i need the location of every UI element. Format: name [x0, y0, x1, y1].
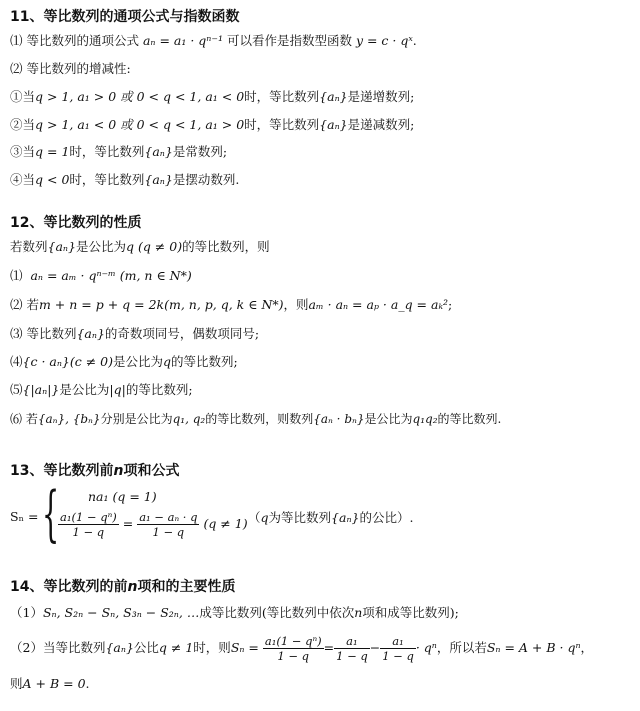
formula: {aₙ} [144, 172, 173, 187]
formula: (q ≠ 1) [203, 516, 248, 531]
text: 项和公式 [123, 463, 180, 479]
denominator: 1 − q [382, 649, 414, 663]
numerator: a₁ [334, 634, 370, 649]
text: （2）当等比数列 [10, 640, 106, 655]
text: 若数列 [10, 239, 48, 254]
text: （1） [10, 605, 43, 620]
text: ④当 [10, 172, 36, 187]
formula: Sₙ, S₂ₙ − Sₙ, S₃ₙ − S₂ₙ, … [42, 605, 200, 620]
formula: aₙ = a₁ · qⁿ⁻¹ [142, 33, 223, 48]
s12-intro [10, 238, 270, 256]
formula: A + B = 0 [22, 676, 86, 691]
text: 是公比为 [364, 412, 413, 426]
section-11-title: 11、等比数列的通项公式与指数函数 [10, 9, 240, 25]
text: ①当 [10, 89, 36, 104]
section-13-title [10, 460, 179, 480]
text: 的公比）. [359, 510, 414, 525]
numerator: a₁ [380, 634, 416, 649]
text: 则 [10, 676, 23, 691]
text: ⑵ 若 [10, 297, 39, 312]
text: 成等比数列(等比数列中依次 [199, 605, 355, 620]
text: 是公比为 [113, 354, 164, 369]
formula: Sₙ = [230, 640, 259, 655]
text: 的等比数列，则 [182, 239, 270, 254]
denominator: 1 − q [72, 525, 105, 539]
text: ⑸ [10, 382, 23, 397]
formula: na₁ (q = 1) [88, 489, 157, 504]
s11-line-1 [10, 32, 417, 50]
formula: q₁, q₂ [172, 412, 206, 426]
s11-case-4 [10, 171, 239, 189]
denominator: 1 − q [152, 525, 185, 539]
text: 的等比数列. [437, 412, 502, 426]
numerator: a₁(1 − qⁿ) [264, 634, 322, 648]
equals: = [323, 640, 335, 655]
formula: q [260, 510, 269, 525]
s12-prop-1 [10, 267, 192, 285]
formula: |q| [109, 382, 126, 397]
s11-case-2 [10, 116, 414, 134]
formula: y = c · qˣ [355, 33, 413, 48]
formula: q > 1, a₁ < 0 或 0 < q < 1, a₁ > 0 [35, 117, 245, 132]
s12-prop-5 [10, 381, 193, 399]
s12-prop-2 [10, 296, 452, 314]
text: ， [580, 640, 594, 655]
denominator: 1 − q [336, 649, 368, 663]
numerator: a₁(1 − qⁿ) [60, 510, 117, 524]
brace: { [42, 479, 60, 549]
minus: − [369, 640, 381, 655]
text: 是摆动数列. [172, 172, 240, 187]
formula: {aₙ} [319, 89, 348, 104]
text: 14、等比数列的前 [10, 579, 128, 595]
text: ⑹ 若 [10, 412, 38, 426]
formula: q < 0 [35, 172, 70, 187]
numerator: a₁ − aₙ · q [139, 510, 198, 524]
formula: n [127, 579, 138, 595]
s12-prop-6 [10, 410, 501, 428]
formula: Sₙ = A + B · qⁿ [486, 640, 581, 655]
text: 项和成等比数列); [362, 605, 459, 620]
text: 为等比数列 [268, 510, 332, 525]
equals: = [122, 516, 134, 531]
text: 的等比数列; [171, 354, 238, 369]
formula: {aₙ} [47, 239, 76, 254]
formula: q = 1 [35, 144, 70, 159]
formula: q [163, 354, 172, 369]
text: ③当 [10, 144, 36, 159]
section-12-title: 12、等比数列的性质 [10, 215, 142, 231]
formula: {aₙ} [319, 117, 348, 132]
text: 分别是公比为 [100, 412, 173, 426]
text: 是递增数列; [347, 89, 415, 104]
fraction [137, 510, 199, 539]
s14-line-2 [10, 634, 593, 663]
s13-lhs: Sₙ = [10, 509, 39, 524]
s14-line-3 [10, 675, 90, 693]
text: （ [248, 510, 261, 525]
formula: aₘ · aₙ = aₚ · a_q = aₖ² [308, 297, 449, 312]
s12-prop-3 [10, 325, 259, 343]
text: 公比 [133, 640, 159, 655]
formula: n [113, 463, 124, 479]
section-14-title [10, 576, 235, 596]
s13-case-1 [88, 488, 157, 506]
text: ，所以若 [436, 640, 487, 655]
formula: {aₙ} [105, 640, 134, 655]
formula: {aₙ} [76, 326, 105, 341]
formula: q > 1, a₁ > 0 或 0 < q < 1, a₁ < 0 [35, 89, 245, 104]
s13-case-2 [58, 510, 248, 539]
formula: {aₙ} [331, 510, 360, 525]
fraction [334, 634, 370, 663]
formula: aₙ = aₘ · qⁿ⁻ᵐ (m, n ∈ N*) [30, 268, 192, 283]
s12-prop-4 [10, 353, 238, 371]
text: 的等比数列，则数列 [205, 412, 314, 426]
text: 时，等比数列 [69, 144, 145, 159]
formula: {aₙ · bₙ} [313, 412, 365, 426]
formula: q (q ≠ 0) [125, 239, 183, 254]
text: 时，则 [193, 640, 231, 655]
formula: {c · aₙ}(c ≠ 0) [22, 354, 113, 369]
fraction [263, 634, 324, 663]
formula: q ≠ 1 [158, 640, 194, 655]
text: 的奇数项同号，偶数项同号; [104, 326, 260, 341]
formula: {aₙ} [144, 144, 173, 159]
fraction [58, 510, 119, 539]
text: 13、等比数列前 [10, 463, 114, 479]
denominator: 1 − q [277, 649, 310, 663]
text: ⑴ [10, 268, 23, 283]
formula: q₁q₂ [412, 412, 438, 426]
text: 项和的主要性质 [137, 579, 236, 595]
formula: m + n = p + q = 2k(m, n, p, q, k ∈ N*) [38, 297, 284, 312]
text: 的等比数列; [125, 382, 193, 397]
text: 时，等比数列 [69, 172, 145, 187]
formula: {|aₙ|} [22, 382, 60, 397]
text: ⑷ [10, 354, 23, 369]
text: 是公比为 [75, 239, 126, 254]
text: 是常数列; [172, 144, 228, 159]
s11-case-3 [10, 143, 227, 161]
text: 时，等比数列 [244, 117, 320, 132]
text: ⑴ 等比数列的通项公式 [10, 33, 139, 48]
text: 时，等比数列 [244, 89, 320, 104]
text: . [412, 33, 417, 48]
s13-note [248, 509, 413, 527]
fraction [380, 634, 416, 663]
text: 可以看作是指数型函数 [226, 33, 352, 48]
text: ⑶ 等比数列 [10, 326, 77, 341]
text: . [85, 676, 90, 691]
s11-line-2: ⑵ 等比数列的增减性: [10, 61, 131, 76]
formula: · qⁿ [415, 640, 437, 655]
text: ; [448, 297, 453, 312]
text: ②当 [10, 117, 36, 132]
formula: n [354, 605, 363, 620]
text: 是递减数列; [347, 117, 415, 132]
s11-case-1 [10, 88, 414, 106]
text: ，则 [283, 297, 309, 312]
formula: {aₙ}, {bₙ} [37, 412, 101, 426]
text: 是公比为 [59, 382, 110, 397]
s14-line-1 [10, 604, 459, 622]
